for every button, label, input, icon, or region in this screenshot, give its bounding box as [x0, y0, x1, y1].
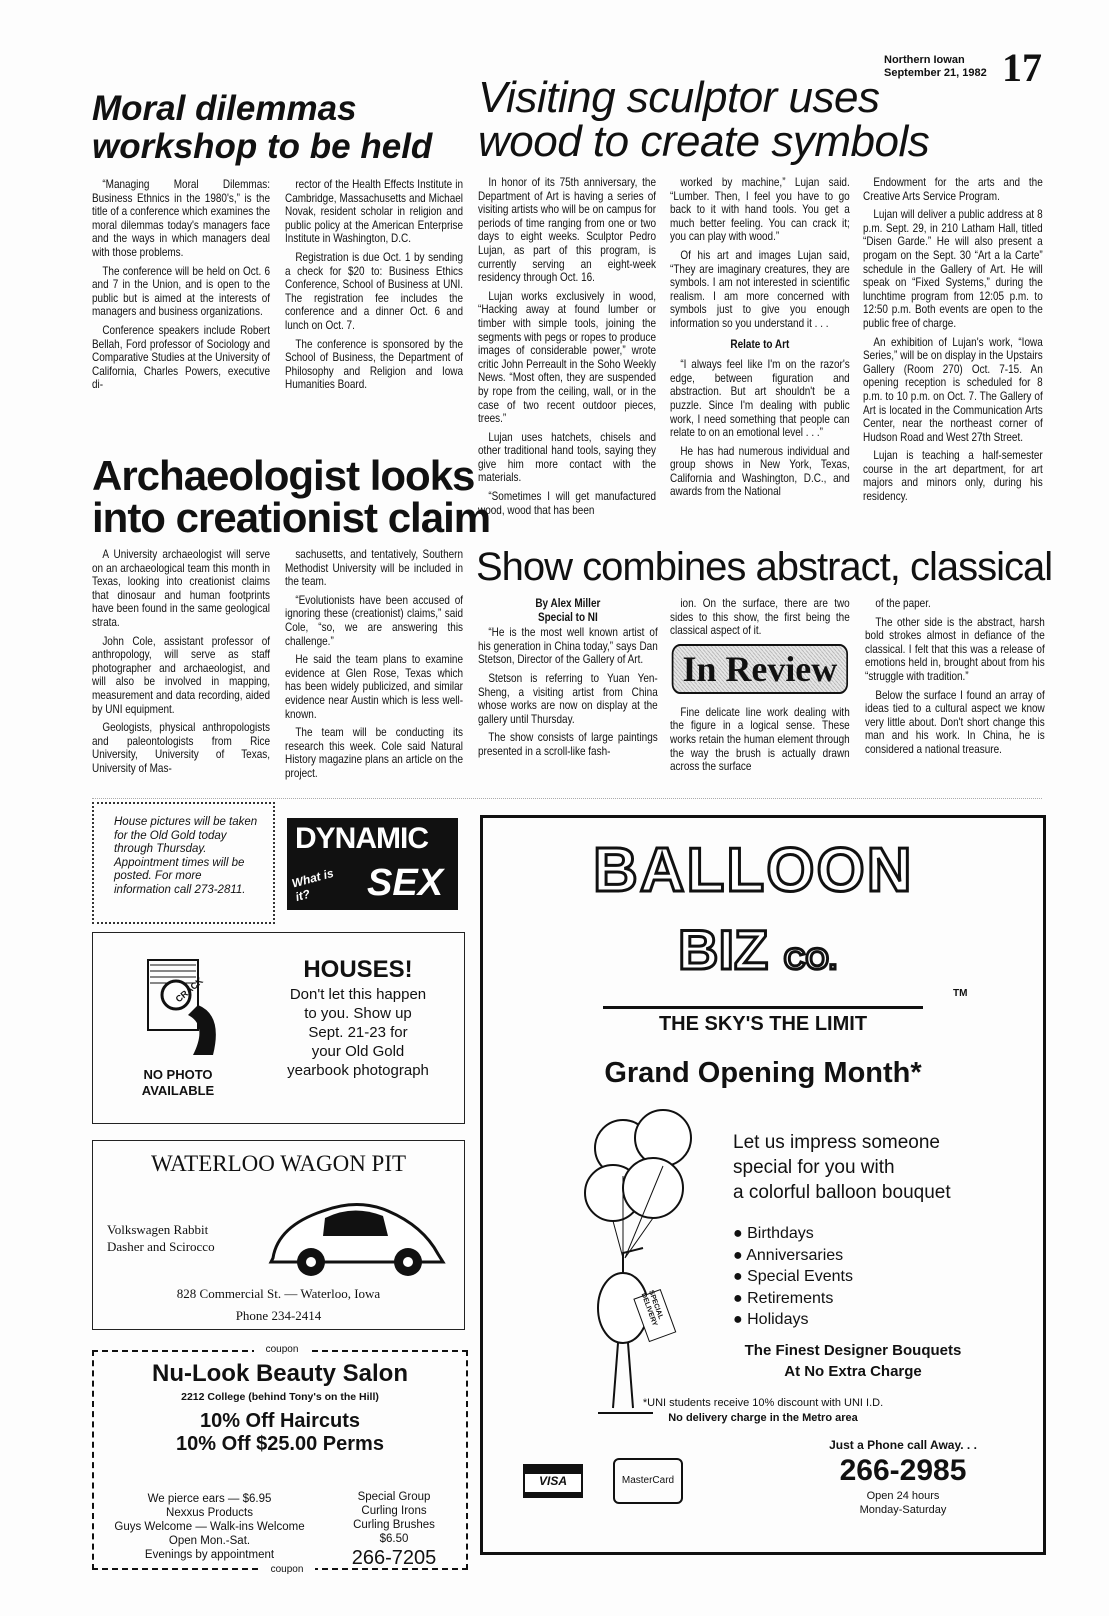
paragraph: The team will be conducting its research this week. Cole said Natural History magazine plans an article on the project. [285, 726, 464, 780]
moral-col-1 [92, 178, 270, 397]
house-pictures-notice [92, 802, 275, 924]
dynamic-sex: SEX [367, 862, 444, 904]
wagon-pit-ad [92, 1140, 465, 1330]
line: Nexxus Products [166, 1507, 253, 1519]
balloon-biz-ad [480, 815, 1046, 1555]
dynamic-ad [287, 818, 458, 910]
hours: Open 24 hours [866, 1490, 940, 1502]
finest [713, 1340, 993, 1382]
paragraph: sachusetts, and tentatively, Southern Methodist University will be included in the team. [285, 548, 464, 589]
logo-biz: BIZ [678, 918, 769, 981]
salon-coupon[interactable] [92, 1344, 468, 1575]
salon-name: Nu-Look Beauty Salon [151, 1360, 409, 1387]
paragraph: Registration is due Oct. 1 by sending a check for $20 to: Business Ethics Conference, School of Business at UNI. The registration fee includes the conference and a dinner Oct. 6 and lunch on Oct. 7. [285, 250, 464, 332]
sculptor-col-2 [670, 176, 850, 504]
occasion-label: Special Events [747, 1268, 853, 1285]
stork-balloons-illustration [583, 1108, 733, 1438]
arch-col-2 [285, 548, 463, 786]
occasion: ● Special Events [733, 1268, 853, 1285]
in-review-badge [672, 644, 848, 694]
line: special for you with [733, 1157, 895, 1178]
paragraph: He has had numerous individual and group shows in New York, Texas, California and Washington, D.C., and awards from the National [670, 444, 850, 499]
dynamic-title: DYNAMIC [295, 822, 428, 855]
occasion: ● Holidays [733, 1311, 809, 1328]
paragraph: “I always feel like I'm on the razor's edge, between figuration and abstraction. But art shouldn't be a puzzle. Since I'm dealing with public work, I need something that people can relate to on an emotional level . . .” [670, 358, 850, 440]
headline-line: Archaeologist looks [92, 452, 475, 499]
no-photo-label [123, 1067, 233, 1099]
paragraph: Lujan will deliver a public address at 8 p.m. Sept. 29, in 210 Latham Hall, titled “Disen Garde.” He will also present a progam on the Sept. 30 “Art a la Carte” schedule in the Gallery of Art. He will speak on “Fixed Systems,” during the lunchtime program from 12:05 p.m. to 12:50 p.m. Both events are open to the public free of charge. [863, 208, 1043, 330]
headline-line: Moral dilemmas [92, 89, 357, 128]
paragraph: He said the team plans to examine evidence at Glen Rose, Texas which has been widely publicized, and similar evidence near Austin which is less well-known. [285, 653, 464, 721]
salon-services [102, 1492, 317, 1562]
paragraph: “He is the most well known artist of his generation in China today,” says Dan Stetson, Director of the Gallery of Art. [478, 626, 658, 667]
paragraph: An exhibition of Lujan's work, “Iowa Series,” will be on display in the Upstairs Gallery (Room 270) Oct. 7-15. An opening reception is scheduled for 8 p.m. to 10 p.m. on Oct. 7. The Gallery of Art is located in the Communication Arts Center, near the northeast corner of Hudson Road and West 27th Street. [863, 335, 1043, 444]
balloon-logo [593, 836, 914, 906]
line: Guys Welcome — Walk-ins Welcome [114, 1521, 305, 1533]
offer-perms: 10% Off $25.00 Perms [176, 1433, 384, 1455]
issue-date: September 21, 1982 [884, 67, 987, 79]
paragraph: The conference is sponsored by the School of Business, the Department of Philosophy and Religion and Iowa Humanities Board. [285, 337, 464, 392]
paragraph: Below the surface I found an array of ideas tied to a cultural aspect we know very little about. Don't short change this man and his work. In China, he is considered a national treasure. [865, 688, 1045, 756]
logo-balloon: BALLOON [593, 836, 914, 905]
paragraph: ion. On the surface, there are two sides to this show, the first being the classical aspect of it. [670, 597, 850, 638]
paragraph: Geologists, physical anthropologists and paleontologists from Rice University, University of Texas, University of Mas- [92, 721, 271, 775]
paper-name: Northern Iowan [884, 54, 965, 66]
line: Sept. 21-23 for [308, 1024, 408, 1041]
salon-header [94, 1360, 466, 1456]
paragraph: In honor of its 75th anniversary, the Department of Art is having a series of visiting artists who will be on campus for periods of time ranging from one or two days to eight weeks. Sculptor Pedro Lujan, as part of this program, is currently serving an eight-week residency through Oct. 16. [478, 176, 657, 285]
paragraph: rector of the Health Effects Institute in Cambridge, Massachusetts and Michael Novak, resident scholar in religion and public policy at the American Enterprise Institute in Washington, D.C. [285, 178, 464, 246]
occasion: ● Anniversaries [733, 1246, 844, 1264]
grand-opening: Grand Opening Month* [604, 1057, 922, 1089]
line: your Old Gold [311, 1043, 405, 1060]
wagon-models [107, 1221, 215, 1255]
salon-products [334, 1490, 454, 1570]
balloon-phone[interactable]: 266-2985 [839, 1454, 967, 1487]
offer-haircuts: 10% Off Haircuts [199, 1410, 361, 1432]
no-photo: NO PHOTO [143, 1067, 213, 1082]
headline-line: workshop to be held [92, 127, 433, 166]
visa-logo: VISA [523, 1464, 583, 1498]
show-col-2 [670, 597, 850, 779]
paragraph: Lujan is teaching a half-semester course in the art department, for art majors and minors only, during his residency. [863, 449, 1043, 504]
balloon-logo-2 [678, 918, 837, 992]
days: Monday-Saturday [859, 1504, 947, 1516]
product-lines [334, 1490, 454, 1546]
headline-line: wood to create symbols [478, 117, 930, 166]
occasion: ● Birthdays [733, 1225, 814, 1242]
line: Evenings by appointment [144, 1549, 275, 1561]
paragraph: “Sometimes I will get manufactured wood, wood that has been [478, 490, 657, 517]
line: Don't let this happen [289, 986, 427, 1003]
show-headline: Show combines abstract, classical [476, 545, 1053, 589]
show-col-3 [865, 597, 1045, 762]
mastercard-logo: MasterCard [613, 1458, 683, 1504]
headline-line: Visiting sculptor uses [478, 73, 880, 122]
paragraph: The show consists of large paintings presented in a scroll-like fash- [478, 731, 658, 758]
col-part [670, 358, 850, 499]
houses-copy [258, 955, 458, 1080]
paragraph: of the paper. [875, 597, 931, 610]
trademark: TM [953, 988, 968, 999]
arch-headline [92, 452, 491, 541]
paragraph: John Cole, assistant professor of anthropology, will serve as staff photographer and archaeologist, and will also be involved in mapping, measurement and data recording, aided by UNI equipment. [92, 634, 271, 716]
sculptor-col-3 [863, 176, 1043, 509]
delivery-note: No delivery charge in the Metro area [668, 1412, 858, 1424]
paragraph: The other side is the abstract, harsh bold strokes almost in defiance of the classical. I felt that this was a release of emotions held in, brought about from his “struggle with tradition.” [865, 615, 1045, 683]
line: Let us impress someone [733, 1132, 940, 1153]
camera-icon [138, 955, 233, 1065]
divider [92, 798, 1042, 799]
paragraph: Endowment for the arts and the Creative Arts Service Program. [863, 176, 1043, 203]
model-line: Volkswagen Rabbit [107, 1222, 209, 1237]
occasion-label: Holidays [747, 1311, 809, 1328]
tagline: THE SKY'S THE LIMIT [658, 1013, 868, 1035]
byline-special: Special to NI [537, 610, 598, 624]
contact [793, 1438, 1013, 1517]
col-part [670, 706, 850, 774]
discount-note: *UNI students receive 10% discount with UNI I.D. [642, 1397, 884, 1409]
finest-line: The Finest Designer Bouquets [744, 1342, 962, 1359]
houses-lines [258, 985, 458, 1080]
wagon-phone: Phone 234-2414 [235, 1308, 322, 1323]
paragraph: Fine delicate line work dealing with the figure in a logical sense. These works retain the human element through the way the brush is actually drawn across the surface [670, 705, 850, 774]
paragraph: A University archaeologist will serve on an archaeological team this month in Texas, looking into creationist claims that dinosaur and human footprints have been found in the same geological strata. [92, 548, 271, 629]
headline-line: into creationist claim [92, 494, 491, 541]
col-part [670, 597, 850, 638]
model-line: Dasher and Scirocco [107, 1239, 215, 1254]
col-part [670, 176, 850, 331]
salon-phone[interactable]: 266-7205 [351, 1547, 437, 1569]
line: Curling Irons [361, 1505, 427, 1517]
line: yearbook photograph [287, 1062, 429, 1079]
coupon-label: coupon [254, 1344, 310, 1356]
line: $6.50 [379, 1533, 409, 1545]
wagon-title: WATERLOO WAGON PIT [150, 1151, 407, 1176]
moral-headline [92, 90, 432, 166]
paragraph: The conference will be held on Oct. 6 and 7 in the Union, and is open to the public but is aimed at the interests of managers and business organizations. [92, 264, 271, 319]
arch-col-1 [92, 548, 270, 781]
show-col-1 [478, 597, 658, 764]
page-number: 17 [1002, 45, 1042, 90]
tagline-bar [603, 1006, 923, 1036]
pitch [733, 1130, 951, 1205]
line: Curling Brushes [353, 1519, 435, 1531]
crack-stamp: CRACK [173, 975, 205, 1005]
subhead: Relate to Art [730, 337, 790, 351]
byline: By Alex Miller [535, 597, 601, 610]
occasion-list [733, 1223, 853, 1331]
paragraph: Lujan uses hatchets, chisels and other traditional hand tools, saying they give him more contact with the materials. [478, 430, 657, 485]
paragraph: worked by machine,” Lujan said. “Lumber. Then, I feel you have to go back to it with hand tools. You get a much better feeling. You can crack it; you can play with wood.” [670, 176, 850, 244]
in-review-label: In Review [682, 648, 838, 689]
line: to you. Show up [304, 1005, 412, 1022]
houses-title: HOUSES! [303, 956, 413, 983]
moral-col-2 [285, 178, 463, 397]
line: Open Mon.-Sat. [168, 1535, 251, 1547]
notes [573, 1396, 953, 1426]
line: a colorful balloon bouquet [733, 1182, 951, 1203]
available: AVAILABLE [141, 1083, 215, 1098]
occasion-label: Retirements [747, 1289, 834, 1307]
car-icon [263, 1196, 453, 1281]
wagon-address: 828 Commercial St. — Waterloo, Iowa [176, 1286, 381, 1301]
paragraph: Of his art and images Lujan said, “They are imaginary creatures, they are symbols. I am not interested in scientific realism. I am more concerned with symbols just to give you enough information so you understand it . . . [670, 248, 850, 330]
line: We pierce ears — $6.95 [147, 1493, 272, 1505]
paragraph: “Evolutionists have been accused of ignoring these (creationist) claims,” said Cole, “so, we are answering this challenge.” [285, 593, 464, 648]
delivery-tag: SPECIAL DELIVERY [639, 1289, 665, 1328]
logo-co: CO. [783, 943, 838, 976]
sculptor-headline [478, 73, 930, 166]
line: Special Group [357, 1491, 431, 1503]
occasion-label: Birthdays [747, 1225, 814, 1242]
paragraph: Lujan works exclusively in wood, “Hacking away at found lumber or timber with simple tools, joining the segments with pegs or ropes to produce images of considerable power,” wrote critic John Perreault in the Soho Weekly News. “Most often, they are suspended by rope from the ceiling, wall, or in the case of two recent outdoor pieces, trees.” [478, 289, 657, 426]
salon-address: 2212 College (behind Tony's on the Hill) [181, 1391, 379, 1403]
occasion: ● Retirements [733, 1289, 834, 1307]
col-part [478, 626, 658, 758]
occasion-label: Anniversaries [746, 1246, 844, 1264]
finest-line: At No Extra Charge [784, 1363, 922, 1380]
houses-ad [92, 932, 465, 1124]
call-line: Just a Phone call Away. . . [829, 1438, 977, 1452]
paragraph: Conference speakers include Robert Bellah, Ford professor of Sociology and Comparative Studies at the University of California, Charles Powers, executive di- [92, 323, 271, 392]
paragraph: “Managing Moral Dilemmas: Business Ethnics in the 1980's,” is the title of a conference which examines the moral dilemmas today's managers face and the ways in which managers deal with those problems. [92, 178, 271, 259]
coupon-label: coupon [259, 1564, 315, 1576]
dynamic-question: What is it? [290, 865, 336, 904]
paragraph: Stetson is referring to Yuan Yen-Sheng, a visiting artist from China whose works are now on display at the gallery until Thursday. [478, 671, 658, 726]
sculptor-col-1 [478, 176, 656, 522]
notice-text: House pictures will be taken for the Old Gold today through Thursday. Appointment times will be posted. For more information call 273-2811. [114, 816, 258, 896]
